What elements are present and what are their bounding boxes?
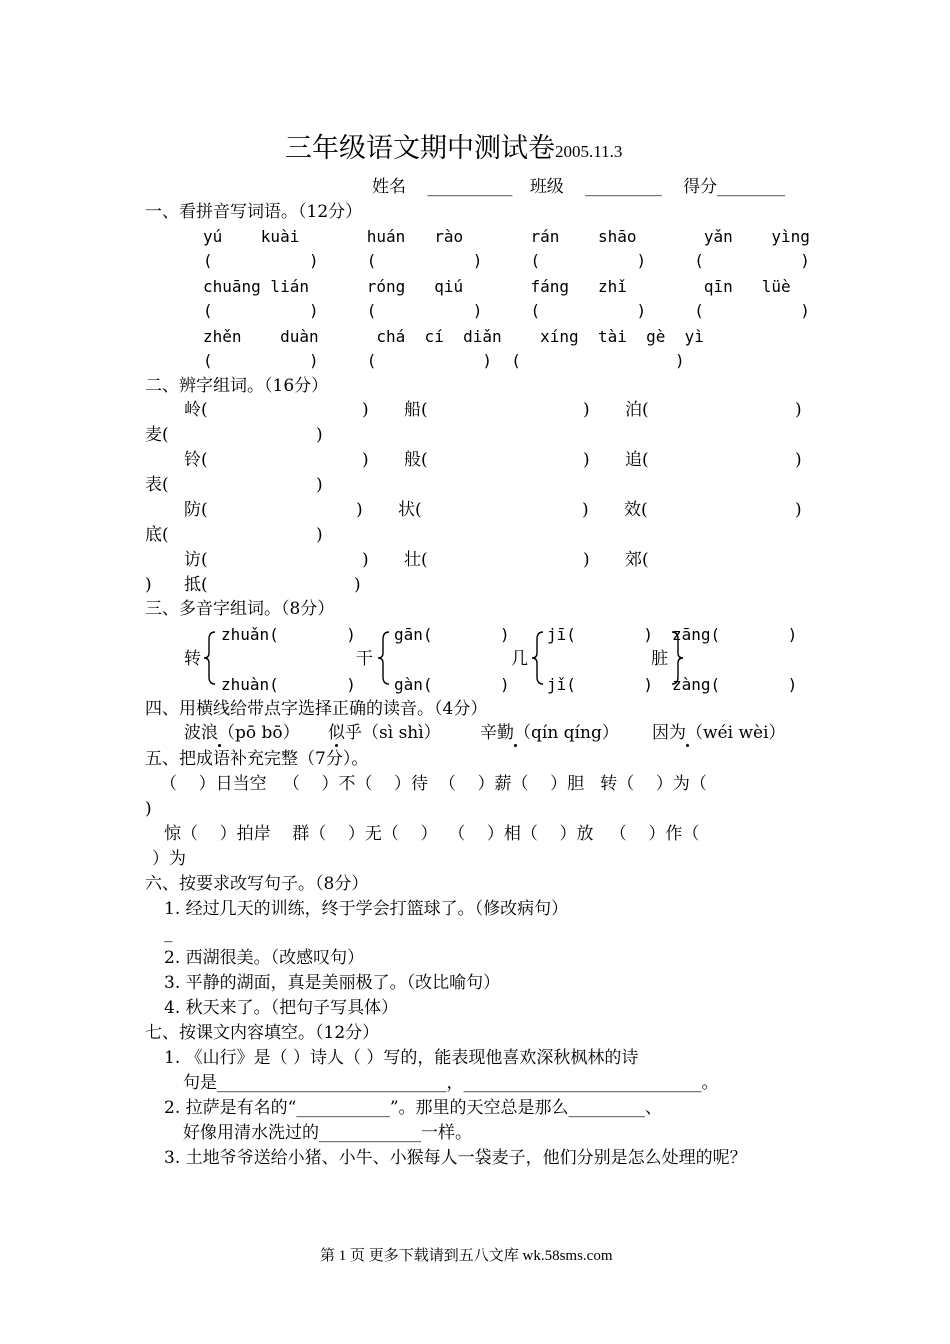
word-group: 效( [624, 500, 648, 520]
name-blank: __________ [427, 177, 513, 197]
word-group: 访( [184, 550, 208, 570]
idiom-line: ）为 [152, 849, 186, 869]
polyphone-reading: zàng( ) [672, 675, 798, 694]
paren-close: ) [316, 425, 323, 445]
polyphone-reading: jī( ) [547, 625, 653, 644]
word-group: 岭( [184, 400, 208, 420]
paren-close: ) [795, 500, 802, 520]
emphasis-dot [686, 744, 689, 747]
idiom-line: ) [145, 799, 152, 819]
pinyin-row-1: yú kuài huán rào rán shāo yǎn yìng [203, 227, 810, 246]
paren-close: ) [362, 400, 369, 420]
question: 1. 《山行》是（ ）诗人（ ）写的，能表现他喜欢深秋枫林的诗 [164, 1048, 639, 1068]
answer-row-1: ( ) ( ) ( ) ( ) [203, 251, 810, 270]
question: 句是___________________________，____________________________。 [183, 1073, 719, 1093]
emphasis-dot [218, 744, 221, 747]
question: 3. 平静的湖面，真是美丽极了。（改比喻句） [164, 973, 501, 993]
paren-close: ) [362, 550, 369, 570]
section-5-heading: 五、把成语补充完整（7分）。 [145, 749, 369, 769]
reading-choice: 似乎（sì shì） [328, 723, 441, 743]
question: 2. 西湖很美。（改感叹句） [164, 948, 365, 968]
word-group: 状( [398, 500, 422, 520]
paren-close: ) [583, 450, 590, 470]
exam-date: 2005.11.3 [555, 142, 623, 161]
polyphone-reading: gàn( ) [394, 675, 510, 694]
page-title: 三年级语文期中测试卷 [285, 133, 555, 164]
polyphone-char: 干 [356, 649, 373, 669]
pinyin-row-3: zhěn duàn chá cí diǎn xíng tài gè yì [203, 327, 704, 346]
answer-blank: _ [164, 923, 173, 943]
word-group: 底( [145, 525, 169, 545]
word-group: 追( [625, 450, 649, 470]
paren-close: ) [583, 400, 590, 420]
polyphone-char: 转 [184, 649, 201, 669]
section-4-heading: 四、用横线给带点字选择正确的读音。（4分） [145, 699, 488, 719]
score-blank: ________ [717, 177, 786, 197]
word-group: 防( [184, 500, 208, 520]
page-title-line [285, 132, 622, 166]
word-group: 船( [404, 400, 428, 420]
paren-close: ) [795, 450, 802, 470]
polyphone-char: 脏 [651, 649, 668, 669]
polyphone-reading: gān( ) [394, 625, 510, 644]
word-group: 麦( [145, 425, 169, 445]
idiom-line: 惊（ ）拍岸 群（ ）无（ ） （ ）相（ ）放 （ ）作（ [164, 824, 700, 844]
paren-close: ) [316, 475, 323, 495]
paren-close: ) [362, 450, 369, 470]
section-3-heading: 三、多音字组词。（8分） [145, 599, 335, 619]
emphasis-dot [514, 744, 517, 747]
word-group: 壮( [404, 550, 428, 570]
word-group: 泊( [625, 400, 649, 420]
class-label: 班级 [529, 177, 564, 197]
paren-close: ) [795, 400, 802, 420]
word-group: 抵( [184, 575, 208, 595]
reading-choice: 辛勤（qín qíng） [480, 723, 619, 743]
question: 好像用清水洗过的____________一样。 [183, 1123, 472, 1143]
answer-row-2: ( ) ( ) ( ) ( ) [203, 301, 810, 320]
polyphone-reading: zhuǎn( ) [221, 625, 356, 644]
question: 1. 经过几天的训练，终于学会打篮球了。（修改病句） [164, 899, 569, 919]
class-blank: _________ [585, 177, 662, 197]
paren-close: ) [354, 575, 361, 595]
section-1-heading: 一、看拼音写词语。（12分） [145, 202, 363, 222]
brace-icon [531, 631, 545, 685]
reading-choice: 因为（wéi wèi） [652, 723, 786, 743]
word-group: 铃( [184, 450, 208, 470]
polyphone-reading: jǐ( ) [547, 675, 653, 694]
polyphone-char: 几 [511, 649, 528, 669]
score-label: 得分 [683, 177, 718, 197]
paren-close: ) [356, 500, 363, 520]
paren-close: ) [316, 525, 323, 545]
section-2-heading: 二、辨字组词。（16分） [145, 376, 329, 396]
paren-close: ) [583, 550, 590, 570]
brace-icon [377, 631, 391, 685]
polyphone-reading: zhuàn( ) [221, 675, 356, 694]
polyphone-reading: zāng( ) [672, 625, 798, 644]
word-group: 郊( [625, 550, 649, 570]
emphasis-dot [335, 744, 338, 747]
idiom-line: （ ）日当空 （ ）不（ ）待 （ ）薪（ ）胆 转（ ）为（ [160, 774, 707, 794]
section-6-heading: 六、按要求改写句子。（8分） [145, 874, 369, 894]
brace-icon [203, 631, 217, 685]
question: 3. 土地爷爷送给小猪、小牛、小猴每人一袋麦子，他们分别是怎么处理的呢？ [164, 1148, 747, 1168]
name-label: 姓名 [372, 177, 406, 197]
paren-close: ) [145, 575, 152, 595]
pinyin-row-2: chuāng lián róng qiú fáng zhǐ qīn lüè [203, 277, 791, 296]
word-group: 般( [404, 450, 428, 470]
paren-close: ) [582, 500, 589, 520]
question: 4. 秋天来了。（把句子写具体） [164, 998, 399, 1018]
word-group: 表( [145, 475, 169, 495]
question: 2. 拉萨是有名的“___________”。那里的天空总是那么_________、 [164, 1098, 663, 1118]
student-info [372, 176, 785, 198]
section-7-heading: 七、按课文内容填空。（12分） [145, 1023, 380, 1043]
reading-choice: 波浪（pō bō） [184, 723, 300, 743]
answer-row-3: ( ) ( ) ( ) [203, 351, 685, 370]
page-footer: 第 1 页 更多下载请到五八文库 wk.58sms.com [320, 1248, 613, 1264]
